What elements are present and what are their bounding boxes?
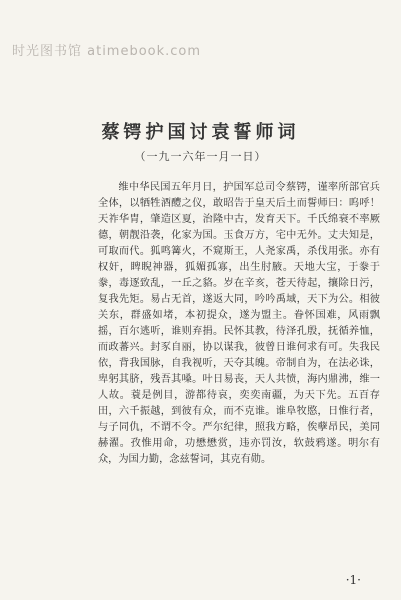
body-text: 维中华民国五年月日，护国军总司令蔡锷，谨率所部官兵全体，以牺牲酒醴之仪，敢昭告于皇天后土而誓师曰：呜呼！天祚华胄，肇造区夏，治隆中古，发育天下。千氏绵衰不率厥德，朝靓沿袭，化家为国。玉食万方，宅中无外。丈夫知是，可取而代。狐鸣篝火，不窥斯王，人尧家禹，杀伐用张。亦有权奸，睥睨神器，狐媚孤寡，出生肘腋。天地大宝，于豢于豢，毒逐致乱，一丘之貉。岁在辛亥，苍天待起，攘除日污，复我先矩。易占无首，遂返大同，吟吟禹域，天下为公。相彼关东，群盛如堵，本初提众，遂为盟主。眷怀国难，风雨飘摇，百尔逃听，谁则弃捐。民怀其教，待泽孔殷，抚循养恤，而政蕃兴。封豕自丽，协以谋我，彼曾日谁何求有可。失我民依，背我国脉，自我视听，天夺其魄。帝制自为，在法必诛，卑躬其脐，残吾其嗓。叶日易丧，天人共愤，海内鼎沸，维一人故。蓑是例目，游都待哀，奕奕南疆，为天下先。五百存田，六千振越，到彼有众，而不克谁。谁阜牧愍，日惟行者，与子同仇，不谓不令。严尔纪律，照我方略，俟孽昂民，美同赫濯。孜惟用命，功懋懋赏，违亦罚汝，软鼓鸦遂。明尔有众，为国力勤，念兹誓词，其克有勋。 <box>98 182 380 465</box>
site-watermark: 时光图书馆 atimebook.com <box>12 44 202 59</box>
date-line: （一九一六年一月一日） <box>134 150 267 163</box>
page-number: ·1· <box>345 573 361 587</box>
page-title: 蔡锷护国讨袁誓师词 <box>101 122 300 143</box>
